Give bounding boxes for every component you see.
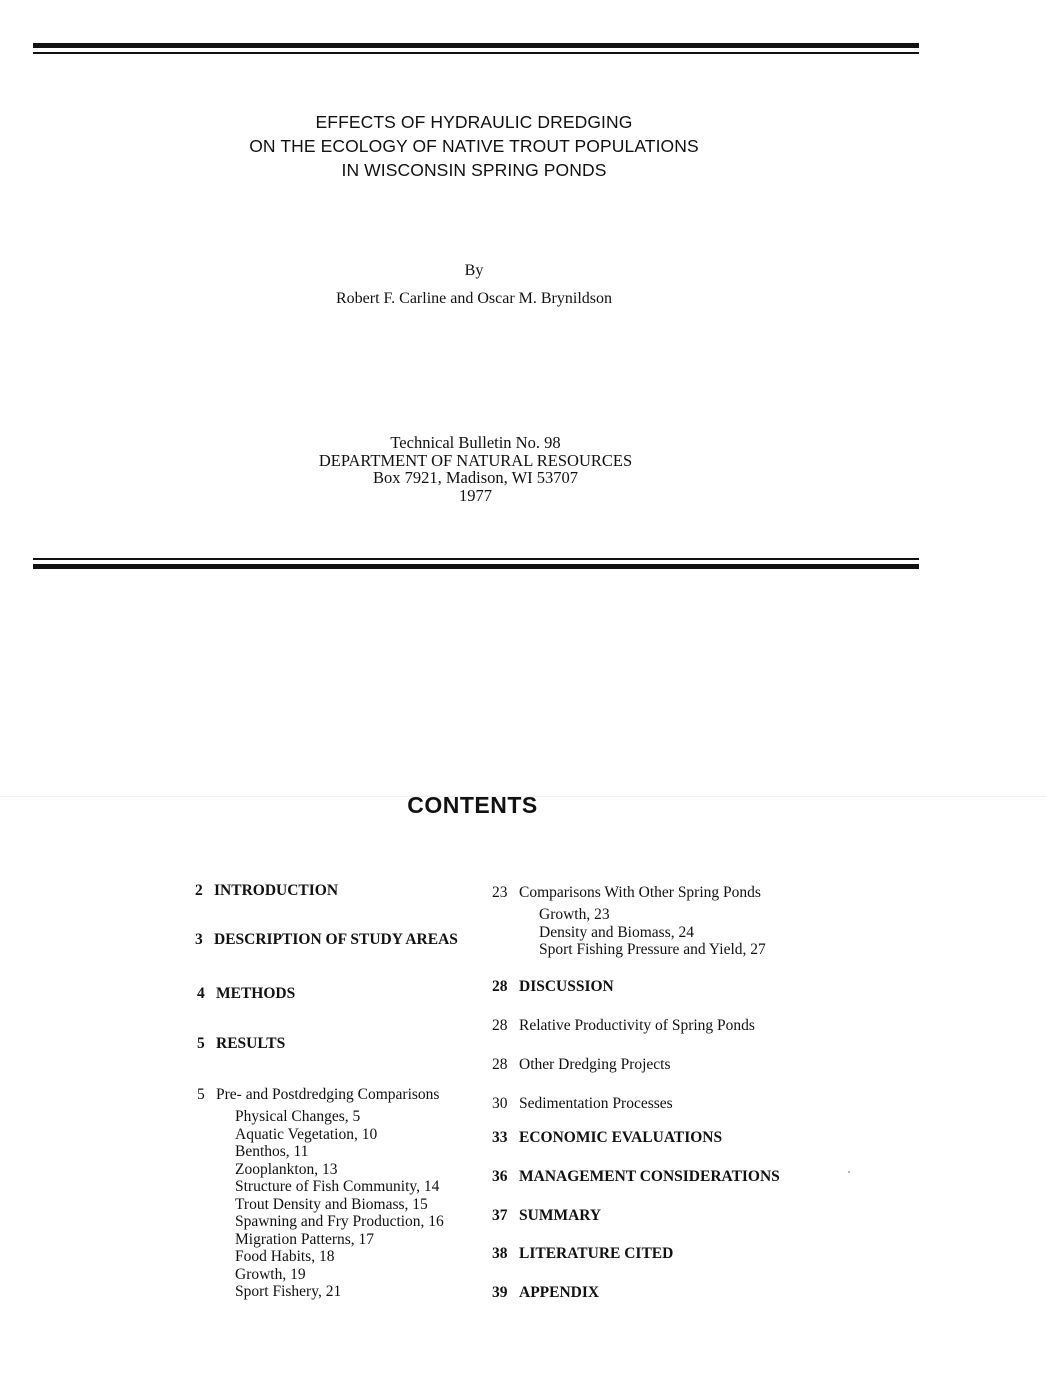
toc-entry-appendix: 39 APPENDIX <box>492 1284 600 1301</box>
toc-subentry: Structure of Fish Community, 14 <box>235 1178 440 1195</box>
toc-entry-dredging-projects: 28 Other Dredging Projects <box>492 1056 671 1073</box>
title-line-1: EFFECTS OF HYDRAULIC DREDGING <box>315 112 633 132</box>
toc-entry-description: 3 DESCRIPTION OF STUDY AREAS <box>195 931 458 948</box>
bulletin-number: Technical Bulletin No. 98 <box>390 433 561 452</box>
bottom-rule-thick <box>33 564 919 569</box>
toc-entry-productivity: 28 Relative Productivity of Spring Ponds <box>492 1017 755 1034</box>
toc-entry-comparisons: 5 Pre- and Postdredging Comparisons <box>197 1086 440 1103</box>
toc-subentry: Growth, 23 <box>539 906 610 923</box>
toc-subentry: Food Habits, 18 <box>235 1248 335 1265</box>
toc-entry-summary: 37 SUMMARY <box>492 1207 602 1224</box>
address: Box 7921, Madison, WI 53707 <box>372 468 579 487</box>
toc-subentries-comparisons <box>235 1108 444 1301</box>
report-title <box>0 110 948 182</box>
toc-entry-sedimentation: 30 Sedimentation Processes <box>492 1095 673 1112</box>
publication-info <box>0 434 951 504</box>
toc-entry-management: 36 MANAGEMENT CONSIDERATIONS <box>492 1168 780 1185</box>
toc-subentry: Physical Changes, 5 <box>235 1108 361 1125</box>
top-rule-thick <box>33 43 919 48</box>
toc-entry-introduction: 2 INTRODUCTION <box>195 882 339 899</box>
toc-subentries-other-ponds <box>539 906 766 959</box>
by-label: By <box>464 262 484 279</box>
toc-subentry: Aquatic Vegetation, 10 <box>235 1125 378 1143</box>
toc-subentry: Sport Fishery, 21 <box>235 1283 342 1300</box>
toc-entry-results: 5 RESULTS <box>197 1035 286 1052</box>
speck-mark <box>848 1171 850 1173</box>
toc-entry-economic: 33 ECONOMIC EVALUATIONS <box>492 1129 723 1146</box>
toc-subentry: Migration Patterns, 17 <box>235 1230 375 1248</box>
title-line-2: ON THE ECOLOGY OF NATIVE TROUT POPULATIONS <box>249 136 699 156</box>
toc-subentry: Density and Biomass, 24 <box>539 923 694 941</box>
toc-entry-methods: 4 METHODS <box>197 985 296 1002</box>
toc-entry-literature: 38 LITERATURE CITED <box>492 1245 674 1262</box>
toc-subentry: Sport Fishing Pressure and Yield, 27 <box>539 941 766 958</box>
department-name: DEPARTMENT OF NATURAL RESOURCES <box>318 450 633 470</box>
top-rule-thin <box>33 52 919 54</box>
contents-heading: CONTENTS <box>407 792 538 818</box>
toc-subentry: Growth, 19 <box>235 1265 306 1283</box>
toc-subentry: Benthos, 11 <box>235 1143 309 1160</box>
title-line-3: IN WISCONSIN SPRING PONDS <box>341 160 607 180</box>
authors: Robert F. Carline and Oscar M. Brynildson <box>335 290 612 307</box>
bottom-rule-thin <box>33 558 919 560</box>
toc-entry-discussion: 28 DISCUSSION <box>492 978 614 995</box>
toc-subentry: Spawning and Fry Production, 16 <box>235 1213 444 1230</box>
toc-subentry: Zooplankton, 13 <box>235 1160 338 1178</box>
publication-year: 1977 <box>459 485 492 505</box>
toc-entry-other-ponds: 23 Comparisons With Other Spring Ponds <box>492 884 761 901</box>
toc-subentry: Trout Density and Biomass, 15 <box>235 1195 428 1213</box>
